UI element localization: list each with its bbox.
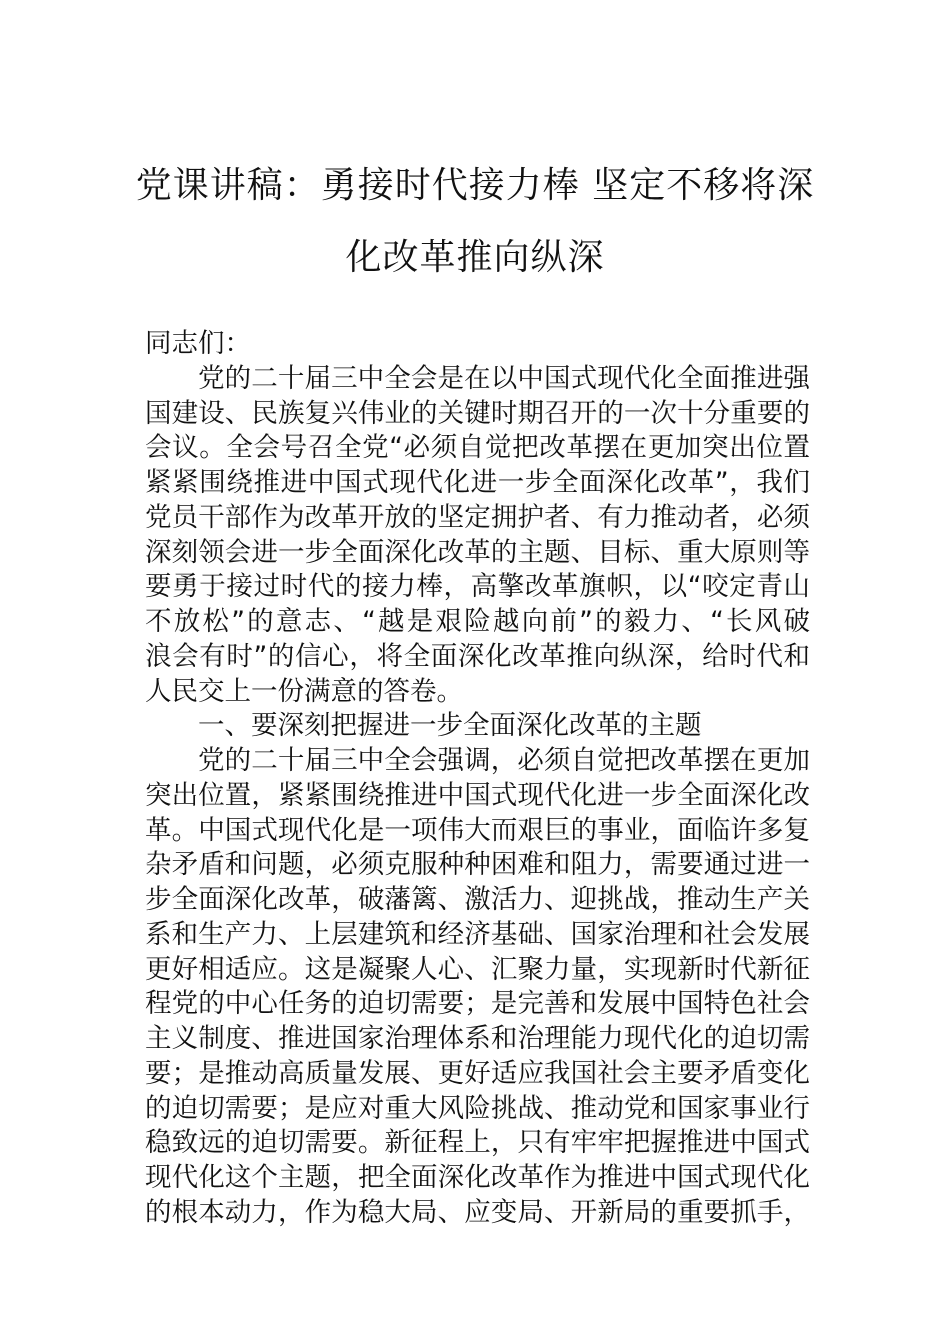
body-text-line: 党的二十届三中全会强调，必须自觉把改革摆在更加 <box>198 745 810 776</box>
document-body <box>145 327 810 1231</box>
body-text-line: 会议。全会号召全党“必须自觉把改革摆在更加突出位置 <box>145 432 810 464</box>
body-text-line: 更好相适应。这是凝聚人心、汇聚力量，实现新时代新征 <box>145 953 810 985</box>
body-text-line: 程党的中心任务的迫切需要；是完善和发展中国特色社会 <box>145 988 810 1020</box>
body-text-line: 党的二十届三中全会是在以中国式现代化全面推进强 <box>198 362 810 394</box>
body-text-line: 现代化这个主题，把全面深化改革作为推进中国式现代化 <box>145 1162 810 1193</box>
body-text-line: 突出位置，紧紧围绕推进中国式现代化进一步全面深化改 <box>145 779 810 811</box>
body-text-line: 不放松”的意志、“越是艰险越向前”的毅力、“长风破 <box>145 606 810 637</box>
body-text-line: 浪会有时”的信心，将全面深化改革推向纵深，给时代和 <box>145 640 810 672</box>
body-text-line: 步全面深化改革，破藩篱、激活力、迎挑战，推动生产关 <box>145 884 810 915</box>
document-title-line-2: 化改革推向纵深 <box>345 237 605 278</box>
body-text-line: 同志们： <box>145 328 251 359</box>
body-text-line: 的根本动力，作为稳大局、应变局、开新局的重要抓手， <box>145 1196 810 1228</box>
body-text-line: 国建设、民族复兴伟业的关键时期召开的一次十分重要的 <box>145 397 810 429</box>
body-text-line: 系和生产力、上层建筑和经济基础、国家治理和社会发展 <box>145 918 810 950</box>
body-text-line: 要勇于接过时代的接力棒，高擎改革旗帜，以“咬定青山 <box>145 571 810 603</box>
body-text-line: 杂矛盾和问题，必须克服种种困难和阻力，需要通过进一 <box>145 849 810 881</box>
body-text-line: 人民交上一份满意的答卷。 <box>145 675 463 707</box>
body-text-line: 稳致远的迫切需要。新征程上，只有牢牢把握推进中国式 <box>145 1127 810 1159</box>
body-text-line: 革。中国式现代化是一项伟大而艰巨的事业，面临许多复 <box>145 814 810 846</box>
body-text-line: 的迫切需要；是应对重大风险挑战、推动党和国家事业行 <box>145 1092 810 1124</box>
document-title-line-1: 党课讲稿：勇接时代接力棒 坚定不移将深 <box>135 165 815 206</box>
body-text-line: 主义制度、推进国家治理体系和治理能力现代化的迫切需 <box>145 1023 810 1054</box>
body-text-line: 党员干部作为改革开放的坚定拥护者、有力推动者，必须 <box>145 501 810 533</box>
body-text-line: 紧紧围绕推进中国式现代化进一步全面深化改革”，我们 <box>145 467 810 498</box>
body-text-line: 一、要深刻把握进一步全面深化改革的主题 <box>198 710 702 742</box>
body-text-line: 要；是推动高质量发展、更好适应我国社会主要矛盾变化 <box>145 1057 810 1089</box>
body-text-line: 深刻领会进一步全面深化改革的主题、目标、重大原则等 <box>145 536 810 568</box>
